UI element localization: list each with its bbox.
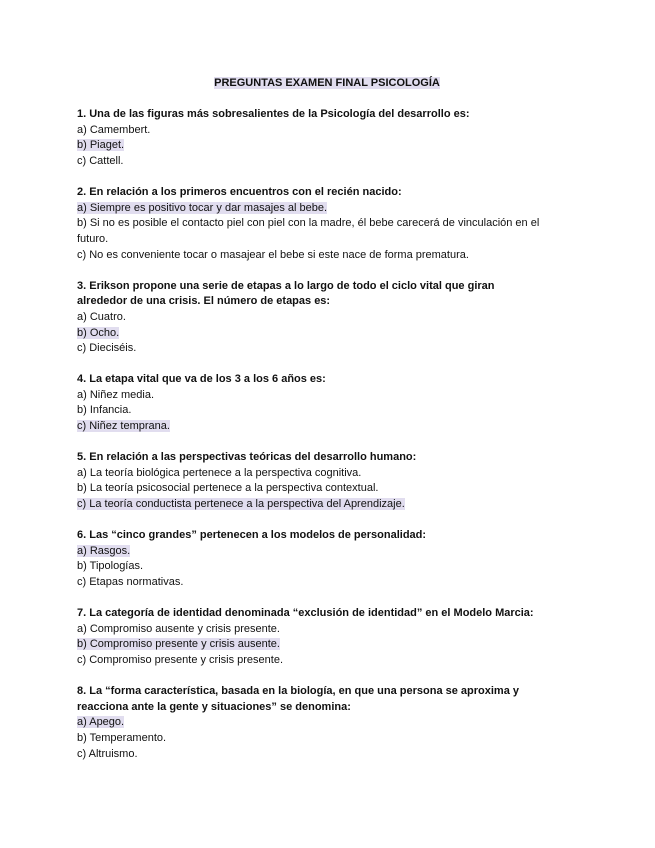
option-line xyxy=(77,138,577,154)
question-text-line: reacciona ante la gente y situaciones” se denomina: xyxy=(77,700,351,713)
question-text xyxy=(77,279,577,310)
option-text: b) Temperamento. xyxy=(77,731,167,744)
option-text: a) La teoría biológica pertenece a la perspectiva cognitiva. xyxy=(77,466,362,479)
option xyxy=(77,388,577,404)
option-correct xyxy=(77,637,577,653)
option-text: b) Compromiso presente y crisis ausente. xyxy=(77,638,280,651)
option-line xyxy=(77,123,577,139)
option xyxy=(77,731,577,747)
option-text: futuro. xyxy=(77,232,109,245)
option-line xyxy=(77,310,577,326)
option-text: a) Rasgos. xyxy=(77,544,131,557)
option-text: b) Tipologías. xyxy=(77,560,144,573)
option xyxy=(77,154,577,170)
option-line xyxy=(77,232,577,248)
option-text: a) Niñez media. xyxy=(77,388,155,401)
document-title: PREGUNTAS EXAMEN FINAL PSICOLOGÍA xyxy=(214,77,440,89)
option-line xyxy=(77,341,577,357)
question-text xyxy=(77,450,577,466)
option-text: b) Si no es posible el contacto piel con piel con la madre, él bebe carecerá de vinculación en el xyxy=(77,217,540,230)
question-list xyxy=(77,107,577,762)
question-text xyxy=(77,528,577,544)
option-text: c) Compromiso presente y crisis presente. xyxy=(77,653,284,666)
option-text: c) Etapas normativas. xyxy=(77,576,184,588)
option-line xyxy=(77,497,577,513)
option-text: a) Cuatro. xyxy=(77,310,126,323)
option-line xyxy=(77,637,577,653)
option-text: b) Piaget. xyxy=(77,139,125,152)
option-text: b) Infancia. xyxy=(77,404,132,417)
option-text: a) Compromiso ausente y crisis presente. xyxy=(77,622,280,635)
question-2 xyxy=(77,185,577,263)
option-line xyxy=(77,747,577,763)
option-correct xyxy=(77,715,577,731)
option-line xyxy=(77,544,577,560)
option-line xyxy=(77,653,577,669)
option xyxy=(77,248,577,264)
question-1 xyxy=(77,107,577,169)
option-correct xyxy=(77,326,577,342)
question-6 xyxy=(77,528,577,590)
question-text xyxy=(77,372,577,388)
option-text: a) Siempre es positivo tocar y dar masajes al bebe. xyxy=(77,201,328,214)
option-line xyxy=(77,731,577,747)
option-correct xyxy=(77,138,577,154)
option-text: b) La teoría psicosocial pertenece a la perspectiva contextual. xyxy=(77,482,379,495)
option-text: c) La teoría conductista pertenece a la perspectiva del Aprendizaje. xyxy=(77,498,405,511)
question-text-line: 7. La categoría de identidad denominada “exclusión de identidad” en el Modelo Marcia: xyxy=(77,607,534,620)
option xyxy=(77,559,577,575)
option xyxy=(77,310,577,326)
option-line xyxy=(77,419,577,435)
option-text: c) No es conveniente tocar o masajear el bebe si este nace de forma prematura. xyxy=(77,248,469,261)
option-line xyxy=(77,216,577,232)
option-line xyxy=(77,481,577,497)
option-text: a) Apego. xyxy=(77,716,125,729)
question-text-line: 1. Una de las figuras más sobresalientes de la Psicología del desarrollo es: xyxy=(77,108,470,121)
question-text-line: 6. Las “cinco grandes” pertenecen a los modelos de personalidad: xyxy=(77,529,427,542)
option xyxy=(77,747,577,763)
question-text xyxy=(77,606,577,622)
option xyxy=(77,466,577,482)
question-3 xyxy=(77,279,577,357)
question-text-line: 2. En relación a los primeros encuentros con el recién nacido: xyxy=(77,186,402,199)
option-correct xyxy=(77,201,577,217)
option xyxy=(77,123,577,139)
option-line xyxy=(77,388,577,404)
option-correct xyxy=(77,497,577,513)
option xyxy=(77,341,577,357)
question-5 xyxy=(77,450,577,512)
option-text: c) Dieciséis. xyxy=(77,342,137,355)
question-text xyxy=(77,185,577,201)
option xyxy=(77,575,577,591)
question-text xyxy=(77,107,577,123)
option xyxy=(77,653,577,669)
option-correct xyxy=(77,544,577,560)
option-text: c) Cattell. xyxy=(77,154,124,167)
option-text: c) Altruismo. xyxy=(77,747,138,760)
option-line xyxy=(77,403,577,419)
option-line xyxy=(77,154,577,170)
question-text-line: 3. Erikson propone una serie de etapas a lo largo de todo el ciclo vital que giran xyxy=(77,279,495,292)
question-7 xyxy=(77,606,577,668)
question-4 xyxy=(77,372,577,434)
question-text-line: 4. La etapa vital que va de los 3 a los 6 años es: xyxy=(77,373,326,386)
option xyxy=(77,481,577,497)
option-line xyxy=(77,326,577,342)
option-line xyxy=(77,466,577,482)
option-line xyxy=(77,715,577,731)
option xyxy=(77,403,577,419)
option-line xyxy=(77,622,577,638)
question-text xyxy=(77,684,577,715)
option xyxy=(77,216,577,247)
option-text: b) Ocho. xyxy=(77,326,120,339)
question-text-line: 8. La “forma característica, basada en la biología, en que una persona se aproxima y xyxy=(77,685,519,698)
question-8 xyxy=(77,684,577,762)
option-line xyxy=(77,559,577,575)
option-correct xyxy=(77,419,577,435)
option-text: a) Camembert. xyxy=(77,123,151,136)
option-line xyxy=(77,248,577,264)
question-text-line: 5. En relación a las perspectivas teóricas del desarrollo humano: xyxy=(77,451,417,464)
document-page xyxy=(77,76,577,778)
option-line xyxy=(77,575,577,591)
question-text-line: alrededor de una crisis. El número de etapas es: xyxy=(77,295,331,308)
option xyxy=(77,622,577,638)
option-text: c) Niñez temprana. xyxy=(77,420,170,433)
option-line xyxy=(77,201,577,217)
